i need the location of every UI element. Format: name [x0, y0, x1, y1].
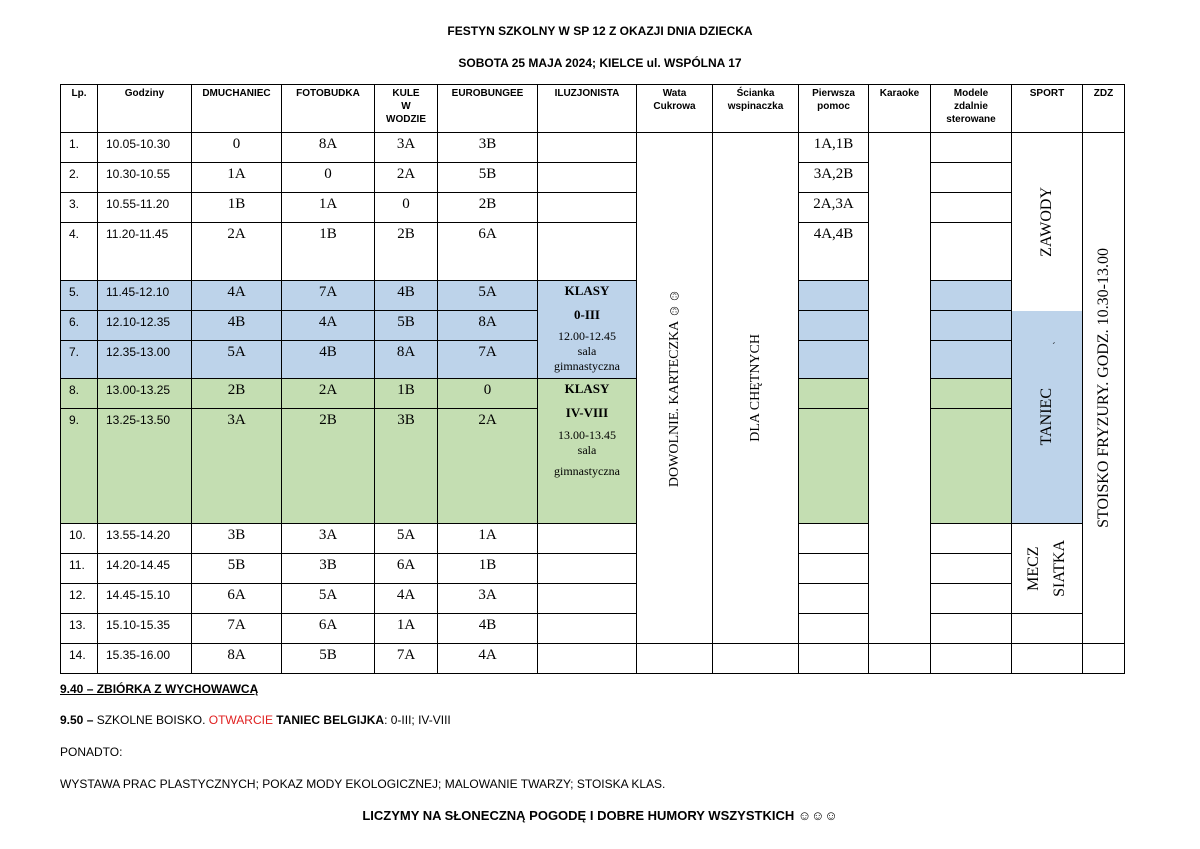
col-pomoc-l1: Pierwsza: [812, 88, 855, 99]
table-row: [61, 644, 1125, 674]
col-kule-l1: KULE: [392, 88, 420, 99]
table-row: [61, 614, 1125, 644]
cell-kule: 0: [375, 193, 438, 223]
cell-fotobudka: 3B: [282, 554, 375, 584]
cell-eurobungee: 4B: [438, 614, 538, 644]
cell-dmuchaniec: 1A: [192, 163, 282, 193]
cell-modele: [931, 193, 1012, 223]
cell-fotobudka: 5B: [282, 644, 375, 674]
cell-kule: 4A: [375, 584, 438, 614]
iluz-b-range: IV-VIII: [565, 405, 609, 420]
cell-dmuchaniec: 4B: [192, 311, 282, 341]
row-time: 14.45-15.10: [98, 584, 192, 614]
col-wata: [637, 85, 713, 133]
cell-pomoc: 1A,1B: [799, 133, 869, 163]
footer-opening: [60, 713, 451, 727]
cell-pomoc: [799, 379, 869, 409]
sport-taniec-mark: ´: [1052, 340, 1056, 353]
cell-iluzjonista: [538, 163, 637, 193]
zdz-text: STOISKO FRYZURY. GODZ. 10.30-13.00: [1094, 248, 1112, 528]
cell-eurobungee: 2B: [438, 193, 538, 223]
col-wata-l2: Cukrowa: [653, 101, 696, 112]
cell-eurobungee: 3A: [438, 584, 538, 614]
zdz-cell: [1083, 133, 1125, 644]
cell-pomoc: [799, 554, 869, 584]
cell-dmuchaniec: 0: [192, 133, 282, 163]
cell-eurobungee: 3B: [438, 133, 538, 163]
cell-modele: [931, 163, 1012, 193]
footer-opening-time: 9.50 –: [60, 713, 97, 727]
scianka-text: DLA CHĘTNYCH: [747, 334, 763, 442]
cell-fotobudka: 7A: [282, 281, 375, 311]
cell-karaoke: [869, 644, 931, 674]
cell-pomoc: [799, 409, 869, 524]
row-lp: 10.: [61, 524, 98, 554]
footer-attractions: WYSTAWA PRAC PLASTYCZNYCH; POKAZ MODY EKOLOGICZNEJ; MALOWANIE TWARZY; STOISKA KLAS.: [60, 777, 666, 791]
col-lp: Lp.: [61, 85, 98, 133]
col-scianka: [713, 85, 799, 133]
cell-modele: [931, 379, 1012, 409]
sport-mecz-group: [1012, 540, 1082, 597]
table-row: [61, 584, 1125, 614]
wata-text: DOWOLNIE. KARTECZKA ☺☺: [666, 288, 682, 488]
iluz-b-time: 13.00-13.45: [558, 428, 616, 442]
cell-modele: [931, 341, 1012, 379]
iluz-a-place1: sala: [577, 344, 597, 358]
cell-fotobudka: 4B: [282, 341, 375, 379]
cell-modele: [931, 281, 1012, 311]
iluz-a-range: 0-III: [573, 307, 600, 322]
cell-eurobungee: 4A: [438, 644, 538, 674]
cell-pomoc: 2A,3A: [799, 193, 869, 223]
footer-opening-classes: : 0-III; IV-VIII: [384, 713, 451, 727]
cell-dmuchaniec: 4A: [192, 281, 282, 311]
cell-pomoc: [799, 341, 869, 379]
iluz-b-klasy: KLASY: [564, 381, 610, 396]
cell-fotobudka: 4A: [282, 311, 375, 341]
cell-modele: [931, 524, 1012, 554]
table-row: [61, 281, 1125, 311]
col-modele-l3: sterowane: [946, 114, 996, 125]
table-row: [61, 223, 1125, 281]
sport-mecz-cell: [1012, 524, 1083, 614]
cell-kule: 4B: [375, 281, 438, 311]
cell-dmuchaniec: 3B: [192, 524, 282, 554]
cell-eurobungee: 1A: [438, 524, 538, 554]
scianka-cell: [713, 133, 799, 644]
col-kule-l2: W: [401, 101, 411, 112]
col-fotobudka: FOTOBUDKA: [282, 85, 375, 133]
row-lp: 2.: [61, 163, 98, 193]
cell-sport: [1012, 614, 1083, 644]
cell-dmuchaniec: 8A: [192, 644, 282, 674]
cell-dmuchaniec: 2B: [192, 379, 282, 409]
schedule-table: [60, 84, 1125, 674]
row-lp: 4.: [61, 223, 98, 281]
page-title: FESTYN SZKOLNY W SP 12 Z OKAZJI DNIA DZIECKA: [447, 24, 753, 38]
iluz-a-place2: gimnastyczna: [554, 359, 620, 373]
cell-fotobudka: 5A: [282, 584, 375, 614]
cell-modele: [931, 409, 1012, 524]
cell-pomoc: 3A,2B: [799, 163, 869, 193]
cell-iluzjonista: [538, 614, 637, 644]
cell-kule: 7A: [375, 644, 438, 674]
page-subtitle: SOBOTA 25 MAJA 2024; KIELCE ul. WSPÓLNA 17: [458, 56, 742, 70]
col-sport: SPORT: [1012, 85, 1083, 133]
sport-taniec-cell: [1012, 311, 1083, 524]
iluz-a-klasy: KLASY: [564, 283, 610, 298]
cell-eurobungee: 6A: [438, 223, 538, 281]
cell-pomoc: [799, 524, 869, 554]
row-lp: 1.: [61, 133, 98, 163]
cell-pomoc: [799, 311, 869, 341]
row-lp: 7.: [61, 341, 98, 379]
cell-eurobungee: 1B: [438, 554, 538, 584]
cell-kule: 3A: [375, 133, 438, 163]
cell-scianka: [713, 644, 799, 674]
cell-modele: [931, 614, 1012, 644]
row-time: 13.55-14.20: [98, 524, 192, 554]
col-modele: [931, 85, 1012, 133]
cell-kule: 3B: [375, 409, 438, 524]
cell-modele: [931, 223, 1012, 281]
cell-modele: [931, 311, 1012, 341]
col-eurobungee: EUROBUNGEE: [438, 85, 538, 133]
col-dmuchaniec: DMUCHANIEC: [192, 85, 282, 133]
col-modele-l2: zdalnie: [954, 101, 988, 112]
row-lp: 6.: [61, 311, 98, 341]
col-scianka-l1: Ścianka: [736, 88, 775, 99]
sport-taniec-text: TANIEC: [1038, 388, 1055, 446]
cell-modele: [931, 133, 1012, 163]
cell-kule: 6A: [375, 554, 438, 584]
cell-iluzjonista: [538, 223, 637, 281]
cell-iluzjonista: [538, 554, 637, 584]
col-godziny: Godziny: [98, 85, 192, 133]
cell-dmuchaniec: 1B: [192, 193, 282, 223]
cell-fotobudka: 1A: [282, 193, 375, 223]
cell-modele: [931, 554, 1012, 584]
cell-pomoc: [799, 281, 869, 311]
cell-iluzjonista: [538, 584, 637, 614]
cell-pomoc: 4A,4B: [799, 223, 869, 281]
cell-modele: [931, 644, 1012, 674]
cell-dmuchaniec: 7A: [192, 614, 282, 644]
row-lp: 3.: [61, 193, 98, 223]
iluz-b-place2: gimnastyczna: [554, 464, 620, 478]
cell-pomoc: [799, 614, 869, 644]
cell-eurobungee: 5B: [438, 163, 538, 193]
cell-iluzjonista: [538, 133, 637, 163]
sport-siatka-text: SIATKA: [1051, 540, 1068, 597]
row-lp: 11.: [61, 554, 98, 584]
cell-kule: 1A: [375, 614, 438, 644]
iluzjonista-block-a: [538, 281, 637, 379]
row-lp: 13.: [61, 614, 98, 644]
cell-iluzjonista: [538, 193, 637, 223]
row-time: 13.25-13.50: [98, 409, 192, 524]
col-iluzjonista: ILUZJONISTA: [538, 85, 637, 133]
header-row: [61, 85, 1125, 133]
footer-opening-dance: TANIEC BELGIJKA: [272, 713, 385, 727]
cell-kule: 2A: [375, 163, 438, 193]
cell-wata: [637, 644, 713, 674]
cell-kule: 8A: [375, 341, 438, 379]
sport-zawody-cell: [1012, 133, 1083, 311]
cell-pomoc: [799, 584, 869, 614]
footer-assembly: 9.40 – ZBIÓRKA Z WYCHOWAWCĄ: [60, 682, 259, 696]
cell-iluzjonista: [538, 524, 637, 554]
wata-cell: [637, 133, 713, 644]
col-karaoke: Karaoke: [869, 85, 931, 133]
row-time: 11.20-11.45: [98, 223, 192, 281]
col-pomoc: [799, 85, 869, 133]
cell-dmuchaniec: 6A: [192, 584, 282, 614]
footer-closing: LICZYMY NA SŁONECZNĄ POGODĘ I DOBRE HUMORY WSZYSTKICH ☺☺☺: [362, 808, 838, 823]
cell-zdz: [1083, 644, 1125, 674]
row-time: 12.35-13.00: [98, 341, 192, 379]
cell-dmuchaniec: 5B: [192, 554, 282, 584]
row-time: 10.05-10.30: [98, 133, 192, 163]
cell-sport: [1012, 644, 1083, 674]
iluz-b-place1: sala: [577, 443, 597, 457]
table-row: [61, 379, 1125, 409]
cell-dmuchaniec: 3A: [192, 409, 282, 524]
sport-mecz-text: MECZ: [1025, 546, 1042, 591]
cell-kule: 1B: [375, 379, 438, 409]
col-kule-l3: WODZIE: [386, 114, 426, 125]
row-lp: 14.: [61, 644, 98, 674]
footer-opening-highlight: OTWARCIE: [208, 713, 273, 727]
cell-kule: 5B: [375, 311, 438, 341]
cell-fotobudka: 6A: [282, 614, 375, 644]
cell-eurobungee: 2A: [438, 409, 538, 524]
col-pomoc-l2: pomoc: [817, 101, 850, 112]
row-lp: 12.: [61, 584, 98, 614]
cell-eurobungee: 8A: [438, 311, 538, 341]
cell-dmuchaniec: 2A: [192, 223, 282, 281]
row-lp: 8.: [61, 379, 98, 409]
cell-kule: 5A: [375, 524, 438, 554]
row-time: 11.45-12.10: [98, 281, 192, 311]
cell-fotobudka: 2B: [282, 409, 375, 524]
table-row: [61, 193, 1125, 223]
cell-fotobudka: 1B: [282, 223, 375, 281]
col-modele-l1: Modele: [953, 88, 989, 99]
cell-eurobungee: 5A: [438, 281, 538, 311]
cell-kule: 2B: [375, 223, 438, 281]
row-time: 15.10-15.35: [98, 614, 192, 644]
footer-additionally: PONADTO:: [60, 745, 123, 759]
cell-iluzjonista: [538, 644, 637, 674]
table-row: [61, 524, 1125, 554]
row-time: 10.30-10.55: [98, 163, 192, 193]
col-kule: [375, 85, 438, 133]
table-row: [61, 554, 1125, 584]
row-lp: 5.: [61, 281, 98, 311]
table-row: [61, 133, 1125, 163]
cell-eurobungee: 7A: [438, 341, 538, 379]
row-lp: 9.: [61, 409, 98, 524]
cell-pomoc: [799, 644, 869, 674]
row-time: 13.00-13.25: [98, 379, 192, 409]
row-time: 15.35-16.00: [98, 644, 192, 674]
row-time: 10.55-11.20: [98, 193, 192, 223]
cell-eurobungee: 0: [438, 379, 538, 409]
iluzjonista-block-b: [538, 379, 637, 524]
col-zdz: ZDZ: [1083, 85, 1125, 133]
sport-zawody-text: ZAWODY: [1038, 186, 1055, 257]
footer-opening-place: SZKOLNE BOISKO.: [96, 713, 209, 727]
cell-fotobudka: 2A: [282, 379, 375, 409]
cell-modele: [931, 584, 1012, 614]
cell-fotobudka: 3A: [282, 524, 375, 554]
cell-dmuchaniec: 5A: [192, 341, 282, 379]
row-time: 14.20-14.45: [98, 554, 192, 584]
cell-fotobudka: 8A: [282, 133, 375, 163]
col-scianka-l2: wspinaczka: [727, 101, 784, 112]
karaoke-cell: [869, 133, 931, 644]
cell-fotobudka: 0: [282, 163, 375, 193]
table-row: [61, 163, 1125, 193]
row-time: 12.10-12.35: [98, 311, 192, 341]
col-wata-l1: Wata: [662, 88, 687, 99]
iluz-a-time: 12.00-12.45: [558, 329, 616, 343]
